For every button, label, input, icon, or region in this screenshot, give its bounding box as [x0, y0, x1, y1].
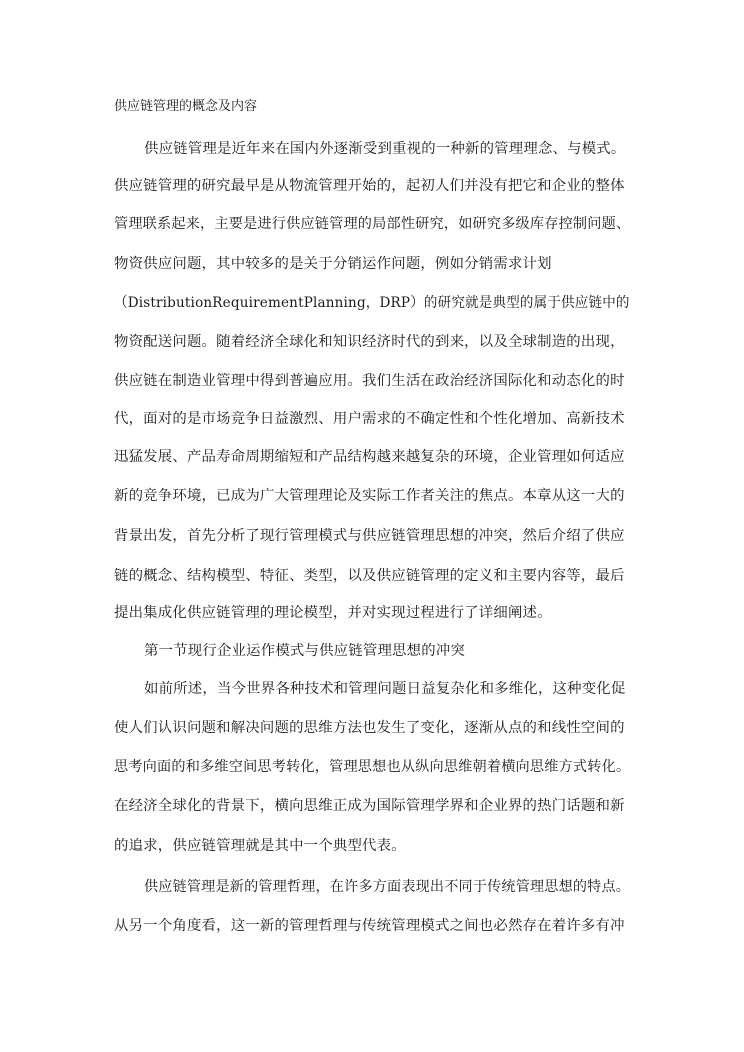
paragraph-line: 思考向面的和多维空间思考转化，管理思想也从纵向思维朝着横向思维方式转化。 — [114, 759, 631, 775]
paragraph-line: 在经济全球化的背景下，横向思维正成为国际管理学界和企业界的热门话题和新 — [114, 798, 625, 814]
paragraph-line: 物资供应问题，其中较多的是关于分销运作问题，例如分销需求计划 — [114, 256, 552, 272]
paragraph-line: 物资配送问题。随着经济全球化和知识经济时代的到来，以及全球制造的出现， — [114, 334, 625, 350]
section-heading: 第一节现行企业运作模式与供应链管理思想的冲突 — [144, 643, 465, 659]
document-title: 供应链管理的概念及内容 — [114, 99, 258, 114]
paragraph-line: 管理联系起来，主要是进行供应链管理的局部性研究，如研究多级库存控制问题、 — [114, 216, 631, 232]
paragraph-line: 迅猛发展、产品寿命周期缩短和产品结构越来越复杂的环境，企业管理如何适应 — [114, 449, 625, 465]
paragraph-line: 供应链管理是近年来在国内外逐渐受到重视的一种新的管理理念、与模式。 — [144, 141, 626, 157]
paragraph-line: 供应链管理是新的管理哲理，在许多方面表现出不同于传统管理思想的特点。 — [144, 879, 631, 895]
paragraph-line: （DistributionRequirementPlanning，DRP）的研究就是典型的属于供应链中的 — [114, 295, 630, 311]
paragraph-line: 供应链管理的研究最早是从物流管理开始的，起初人们并没有把它和企业的整体 — [114, 178, 625, 194]
paragraph-line: 提出集成化供应链管理的理论模型，并对实现过程进行了详细阐述。 — [114, 605, 552, 621]
paragraph-line: 背景出发，首先分析了现行管理模式与供应链管理思想的冲突，然后介绍了供应 — [114, 528, 625, 544]
paragraph-line: 供应链在制造业管理中得到普遍应用。我们生活在政治经济国际化和动态化的时 — [114, 373, 625, 389]
paragraph-line: 使人们认识问题和解决问题的思维方法也发生了变化，逐渐从点的和线性空间的 — [114, 720, 625, 736]
paragraph-line: 代，面对的是市场竞争日益激烈、用户需求的不确定性和个性化增加、高新技术 — [114, 411, 625, 427]
paragraph-line: 的追求，供应链管理就是其中一个典型代表。 — [114, 838, 406, 854]
paragraph-line: 链的概念、结构模型、特征、类型，以及供应链管理的定义和主要内容等，最后 — [114, 568, 625, 584]
paragraph-line: 新的竞争环境，已成为广大管理理论及实际工作者关注的焦点。本章从这一大的 — [114, 488, 625, 504]
paragraph-line: 从另一个角度看，这一新的管理哲理与传统管理模式之间也必然存在着许多有冲 — [114, 918, 625, 934]
paragraph-line: 如前所述，当今世界各种技术和管理问题日益复杂化和多维化，这种变化促 — [144, 681, 626, 697]
